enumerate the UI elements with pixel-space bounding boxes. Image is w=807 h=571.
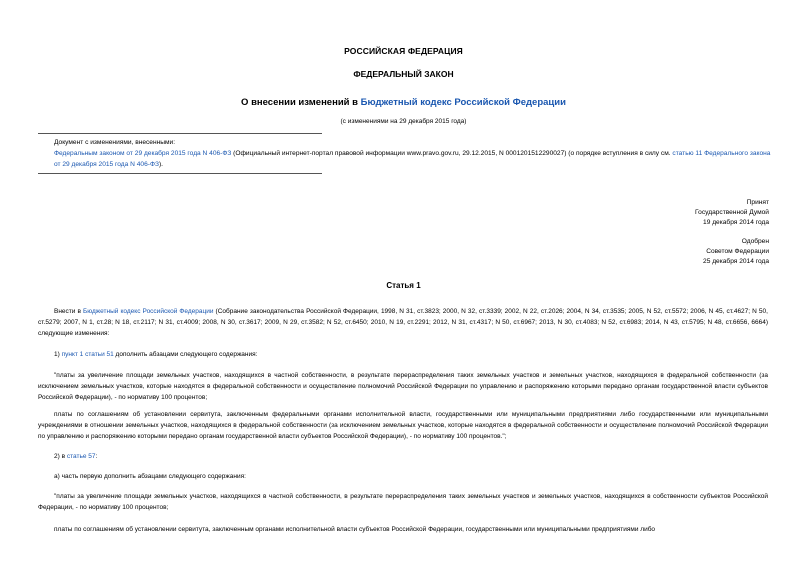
article-paragraph-1 (38, 306, 768, 339)
p8-text: платы по соглашениям об установлении сервитута, заключенным органами исполнительной власти субъектов Российской Федерации, государственными или муниципальными предприятиями либо (54, 526, 656, 533)
article-paragraph-2 (38, 349, 768, 360)
article-paragraph-6 (38, 471, 768, 482)
article-51-link[interactable]: пункт 1 статьи 51 (61, 351, 114, 358)
changes-block (38, 137, 773, 170)
accepted-label: Принят (746, 199, 769, 206)
article-paragraph-8 (38, 524, 768, 535)
p1-pre: Внести в (54, 308, 83, 315)
p5-post: : (95, 453, 98, 460)
p3-text: "платы за увеличение площади земельных участков, находящихся в частной собственности, в результате перераспределения таких земельных участков и земельных участков, находящихся в федеральной собственности (за исключением земельных участков, которые находятся в федеральной собственности и осуществление полномочий Российской Федерации по управлению и распоряжению которыми передано органам государственной власти субъектов Российской Федерации), - по нормативу 100 процентов; (38, 372, 768, 401)
article-paragraph-5 (38, 451, 768, 462)
p2-post: дополнить абзацами следующего содержания: (113, 351, 258, 358)
article-11-link[interactable]: статью 11 Федерального закона от 29 декабря 2015 года N 406-ФЗ (54, 150, 771, 168)
federation-council-label: Советом Федерации (706, 248, 769, 255)
article-heading: Статья 1 (386, 281, 421, 290)
p2-pre: 1) (54, 351, 62, 358)
p6-text: а) часть первую дополнить абзацами следующего содержания: (54, 473, 246, 480)
changes-text-1: (Официальный интернет-портал правовой информации www.pravo.gov.ru, 29.12.2015, N 0001201512290027) (о порядке вступления в силу см. (231, 150, 673, 157)
p5-pre: 2) в (54, 453, 67, 460)
changes-text-2: ). (158, 161, 163, 168)
article-57-link[interactable]: статье 57 (66, 453, 96, 460)
p4-text: платы по соглашениям об установлении сервитута, заключенным федеральными органами исполнительной власти, государственными или муниципальными предприятиями либо государственными или муниципальными учреждениями в отношении земельных участков, находящихся в федеральной собственности (за исключением земельных участков, которые находятся в федеральной собственности и осуществление полномочий Российской Федерации по управлению и распоряжению которыми передано органам государственной власти субъектов Российской Федерации), - по нормативу 100 процентов."; (38, 411, 768, 440)
approved-date: 25 декабря 2014 года (703, 258, 769, 265)
budget-code-link-2[interactable]: Бюджетный кодекс Российской Федерации (83, 308, 214, 315)
accepted-date: 19 декабря 2014 года (703, 219, 769, 226)
budget-code-link[interactable]: Бюджетный кодекс Российской Федерации (360, 97, 566, 108)
approved-label: Одобрен (741, 238, 769, 245)
law-title (0, 97, 807, 108)
changes-label: Документ с изменениями, внесенными: (54, 139, 176, 146)
law-type-heading: ФЕДЕРАЛЬНЫЙ ЗАКОН (353, 69, 454, 79)
divider-top (38, 133, 322, 134)
divider-bottom (38, 173, 322, 174)
edition-note: (с изменениями на 29 декабря 2015 года) (340, 118, 467, 125)
article-paragraph-7 (38, 491, 768, 513)
p7-text: "платы за увеличение площади земельных участков, находящихся в частной собственности, в результате перераспределения таких земельных участков и земельных участков, находящихся в собственности субъектов Российской Федерации, - по нормативу 100 процентов; (38, 493, 768, 511)
amending-law-link[interactable]: Федеральным законом от 29 декабря 2015 года N 406-ФЗ (54, 150, 232, 157)
state-duma-label: Государственной Думой (695, 209, 769, 216)
p1-post: (Собрание законодательства Российской Федерации, 1998, N 31, ст.3823; 2000, N 32, ст.3339; 2002, N 22, ст.2026; 2004, N 34, ст.3535; 2005, N 52, ст.5572; 2006, N 45, ст.4627; N 50, ст.5279; 2007, N 1, ст.28; N 18, ст.2117; N 31, ст.4009; 2008, N 30, ст.3617; 2009, N 29, ст.3582; N 52, ст.6450; 2010, N 19, ст.2291; 2012, N 31, ст.4317; N 50, ст.6967; 2013, N 30, ст.4083; N 52, ст.6983; 2014, N 43, ст.5795; N 48, ст.6656, 6664) следующие изменения: (38, 308, 768, 337)
adoption-block (695, 198, 769, 267)
changes-body (38, 148, 773, 170)
country-heading: РОССИЙСКАЯ ФЕДЕРАЦИЯ (344, 46, 463, 56)
law-title-prefix: О внесении изменений в (241, 97, 361, 108)
article-paragraph-3 (38, 370, 768, 403)
article-paragraph-4 (38, 409, 768, 442)
